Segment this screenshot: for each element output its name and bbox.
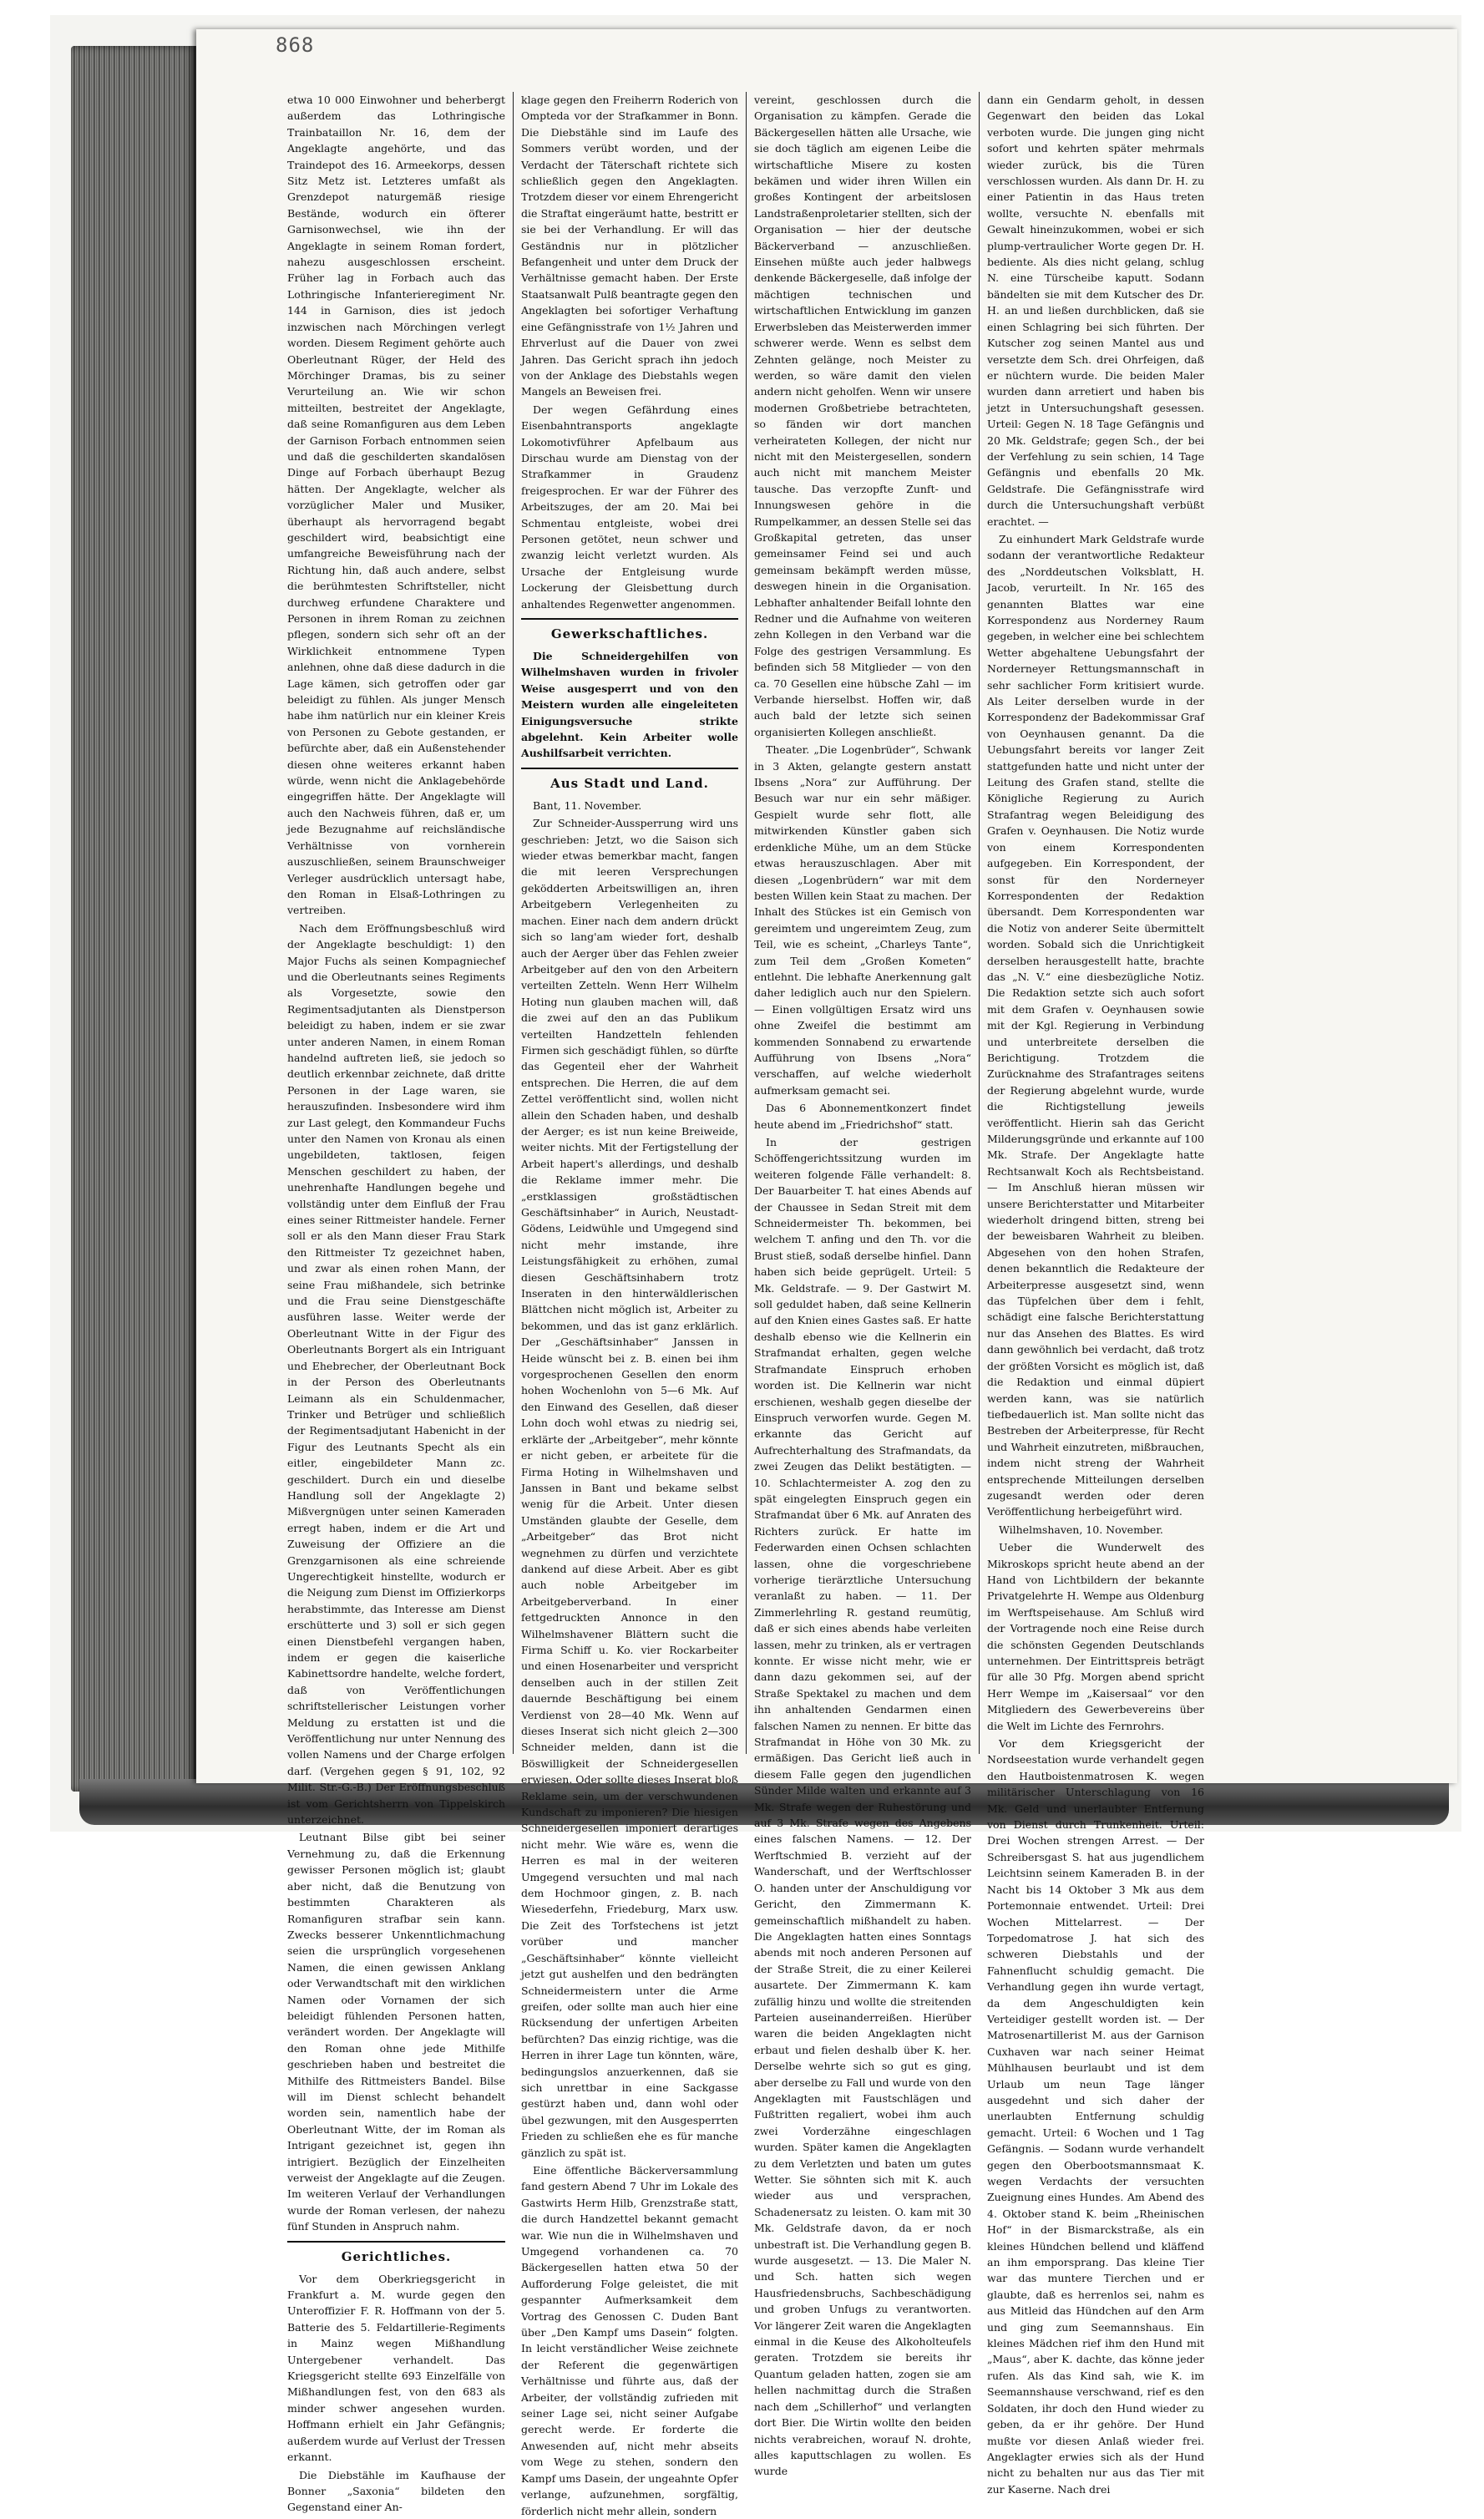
article-paragraph: Ueber die Wunderwelt des Mikroskops spricht heute abend an der Hand von Lichtbildern der bekannte Privatgelehrte H. Wempe aus Oldenburg im Werftspeisehause. Am Schluß wird der Vortragende noch eine Reise durch die schönsten Gegenden Deutschlands unternehmen. Der Eintrittspreis beträgt für alle 30 Pfg. Morgen abend spricht Herr Wempe im „Kaisersaal“ vor den Mitgliedern des Gewerbevereins über die Welt im Lichte des Fernrohrs. [987,1541,1204,1732]
section-divider [521,618,738,620]
dateline: Bant, 11. November. [533,798,642,812]
book-page-edges [71,46,196,1792]
article-paragraph: Zu einhundert Mark Geldstrafe wurde sodann der verantwortliche Redakteur des „Norddeutschen Volksblatt, H. Jacob, verurteilt. In Nr. 165 des genannten Blattes war eine Korrespondenz aus Norderney Raum gegeben, in welcher eine bei schlechtem Wetter abgehaltene Uebungsfahrt der Norderneyer Rettungsmannschaft in sehr sachlicher Form kritisiert wurde. Als Leiter derselben wurde in der Korrespondenz der Badekommissar Graf von Oeynhausen genannt. Da die Uebungsfahrt bereits vor langer Zeit stattgefunden hatte und nicht unter der Leitung des Grafen stand, stellte die Königliche Regierung zu Aurich Strafantrag wegen Beleidigung des Grafen v. Oeynhausen. Die Notiz wurde von einem Korrespondenten aufgegeben. Ein Korrespondent, der sonst für den Norderneyer Korrespondenten der Redaktion übersandt. Dem Korrespondenten war die Notiz von anderer Seite übermittelt worden. Sobald sich die Unrichtigkeit derselben herausgestellt hatte, brachte das „N. V.“ eine diesbezügliche Notiz. Die Redaktion setzte sich auch sofort mit dem Grafen v. Oeynhausen sowie mit der Kgl. Regierung in Verbindung und unterbreitete derselben die Berichtigung. Trotzdem die Zurücknahme des Strafantrages seitens der Regierung abgelehnt wurde, wurde die Richtigstellung jeweils veröffentlicht. Hierin sah das Gericht Milderungsgründe und erkannte auf 100 Mk. Strafe. Der Angeklagte hatte Rechtsanwalt Koch als Rechtsbeistand. — Im Anschluß hieran müssen wir unsere Berichterstatter und Mitarbeiter wiederholt dringend bitten, streng bei der beweisbaren Wahrheit zu bleiben. Abgesehen von den hohen Strafen, denen bekanntlich die Redakteure der Arbeiterpresse ausgesetzt sind, wenn das Tüpfelchen über dem i fehlt, schädigt eine falsche Berichterstattung nur das Ansehen des Blattes. Es wird dann gewöhnlich bei verdacht, daß trotz der größten Vorsicht es möglich ist, daß die Redaktion und einmal düpiert werden kann, was sie natürlich tiefbedauerlich ist. Man sollte nicht das Bestreben der Arbeiterpresse, für Recht und Wahrheit einzutreten, mißbrauchen, indem nicht streng der Wahrheit entsprechende Mitteilungen derselben zugesandt werden oder deren Veröffentlichung herbeigeführt wird. [987,532,1204,1518]
article-paragraph: etwa 10 000 Einwohner und beherbergt außerdem das Lothringische Trainbataillon Nr. 16, dem der Angeklagte angehörte, und das Traindepot des 16. Armeekorps, dessen Sitz Metz ist. Letzteres umfaßt als Grenzdepot naturgemäß riesige Bestände, wodurch ein öfterer Garnisonwechsel, wie ihn der Angeklagte in seinem Roman fordert, nahezu ausgeschlossen erscheint. Früher lag in Forbach auch das Lothringische Infanterieregiment Nr. 144 in Garnison, dies ist jedoch inzwischen nach Mörchingen verlegt worden. Diesem Regiment gehörte auch Oberleutnant Rüger, der Held des Mörchinger Dramas, bis zu seiner Verurteilung an. Wie wir schon mitteilten, bestreitet der Angeklagte, daß seine Romanfiguren aus dem Leben der Garnison Forbach entnommen seien und daß die geschilderten skandalösen Dinge auf Forbach überhaupt Bezug hätten. Der Angeklagte, welcher als vorzüglicher Maler und Musiker, überhaupt als hervorragend begabt geschildert wird, beabsichtigt eine umfangreiche Beweisführung nach der Richtung hin, daß auch andere, selbst die berühmtesten Schriftsteller, nicht durchweg erfundene Charaktere und Personen in ihrem Roman zu zeichnen pflegen, sondern sich sehr oft an der Wirklichkeit entnommene Typen anlehnen, ohne daß diese dadurch in die Lage kämen, sich getroffen oder gar beleidigt zu fühlen. Als junger Mensch habe ihm natürlich nur ein kleiner Kreis von Personen zu Gebote gestanden, er befürchte aber, daß ein Außenstehender diesen ohne weiteres erkannt haben würde, wenn nicht die Anklagebehörde eingegriffen hätte. Der Angeklagte will auch den Nachweis führen, daß er, um jede Bezugnahme auf reichsländische Verhältnisse von vornherein auszuschließen, seinem Braunschweiger Verleger ausdrücklich untersagt habe, den Roman in Elsaß-Lothringen zu vertreiben. [287,94,505,917]
article-paragraph: vereint, geschlossen durch die Organisation zu kämpfen. Gerade die Bäckergesellen hätten alle Ursache, wie sie doch täglich am eigenen Leibe die wirtschaftliche Misere zu kosten bekämen und wider ihren Willen ein großes Kontingent der arbeitslosen Landstraßenproletarier stellten, sich der Organisation — hier der deutsche Bäckerverband — anzuschließen. Einsehen müßte auch jeder halbwegs denkende Bäckergeselle, daß infolge der mächtigen technischen und wirtschaftlichen Entwicklung im ganzen Erwerbsleben das Meisterwerden immer schwerer werde. Wenn es selbst dem Zehnten gelänge, noch Meister zu werden, so wäre damit den vielen andern nicht geholfen. Wenn wir unsere modernen Großbetriebe betrachteten, so fänden wir dort manchen verheirateten Kollegen, der nicht nur nicht mit den Meistergesellen, sondern auch nicht mit manchem Meister tausche. Das verzopfte Zunft- und Innungswesen gehöre in die Rumpelkammer, an dessen Stelle sei das Großkapital getreten, das unser gemeinsamer Feind sei und auch gemeinsam bekämpft werden müsse, deswegen hinein in die Organisation. Lebhafter anhaltender Beifall lohnte den Redner und die Aufnahme von weiteren zehn Kollegen in den Verband war die Folge des gestrigen Versammlung. Es befinden sich 58 Mitglieder — von den ca. 70 Gesellen eine hübsche Zahl — im Verbande hierselbst. Hoffen wir, daß auch bald der letzte sich seinen organisierten Kollegen anschließt. [754,94,971,738]
article-paragraph: klage gegen den Freiherrn Roderich von Ompteda vor der Strafkammer in Bonn. Die Diebstähle sind im Laufe des Sommers verübt worden, und der Verdacht der Täterschaft richtete sich schließlich gegen den Angeklagten. Trotzdem dieser vor einem Ehrengericht die Straftat eingeräumt hatte, bestritt er sie bei der Verhandlung. Er will das Geständnis nur in plötzlicher Befangenheit und unter dem Druck der Verhältnisse gemacht haben. Der Erste Staatsanwalt Pulß beantragte gegen den Angeklagten bei sofortiger Verhaftung eine Gefängnisstrafe von 1½ Jahren und Ehrverlust auf die Dauer von zwei Jahren. Das Gericht sprach ihn jedoch von der Anklage des Diebstahls wegen Mangels an Beweisen frei. [521,94,738,398]
dateline: Wilhelmshaven, 10. November. [999,1523,1163,1536]
section-divider [521,768,738,769]
article-paragraph: Eine öffentliche Bäckerversammlung fand gestern Abend 7 Uhr im Lokale des Gastwirts Herm Hilb, Grenzstraße statt, die durch Handzettel bekannt gemacht war. Wie nun die in Wilhelmshaven und Umgegend vorhandenen ca. 70 Bäckergesellen hatten etwa 50 der Aufforderung Folge geleistet, die mit gespannter Aufmerksamkeit dem Vortrag des Genossen C. Duden Bant über „Den Kampf ums Dasein“ folgten. In leicht verständlicher Weise zeichnete der Referent die gegenwärtigen Verhältnisse und führte aus, daß der Arbeiter, der vollständig zufrieden mit seiner Lage sei, nicht seiner Aufgabe gerecht werde. Er forderte die Anwesenden auf, nicht mehr abseits vom Wege zu stehen, sondern den Kampf ums Dasein, der ungeahnte Opfer verlange, aufzunehmen, sorgfältig, förderlich nicht mehr allein, sondern [521,2163,738,2517]
article-paragraph: Leutnant Bilse gibt bei seiner Vernehmung zu, daß die Erkennung gewisser Personen möglich ist; glaubt aber nicht, daß die Benutzung von bestimmten Charakteren als Romanfiguren strafbar sein kann. Zwecks besserer Unkenntlichmachung seien die ursprünglich vorgesehenen Namen, die einen gewissen Anklang oder Verwandtschaft mit den wirklichen Namen oder Vornamen der sich beleidigt fühlenden Personen hatten, verändert worden. Der Angeklagte will den Roman ohne jede Mithilfe geschrieben haben und bestreitet die Mithilfe des Rittmeisters Bandel. Bilse will im Dienst schlecht behandelt worden sein, namentlich habe der Oberleutnant Witte, der im Roman als Intrigant gezeichnet ist, gegen ihn intrigiert. Bezüglich der Einzelheiten verweist der Angeklagte auf die Zeugen. Im weiteren Verlauf der Verhandlungen wurde der Roman verlesen, der nahezu fünf Stunden in Anspruch nahm. [287,1831,505,2233]
page-number: 868 [276,33,315,57]
newspaper-columns [280,92,1445,2517]
article-paragraph: Vor dem Oberkriegsgericht in Frankfurt a. M. wurde gegen den Unteroffizier F. R. Hoffmann von der 5. Batterie des 5. Feldartillerie-Regiments in Mainz wegen Mißhandlung Untergebener verhandelt. Das Kriegsgericht stellte 693 Einzelfälle von Mißhandlungen fest, von den 683 als minder schwer angesehen wurden. Hoffmann erhielt ein Jahr Gefängnis; außerdem wurde auf Verlust der Tressen erkannt. [287,2272,505,2464]
article-paragraph: Vor dem Kriegsgericht der Nordseestation wurde verhandelt gegen den Hautboistenmatrosen K. wegen militärischer Unterschlagung von 16 Mk. Geld und unerlaubter Entfernung von Dienst durch Trunkenheit. Urteil: Drei Wochen strengen Arrest. — Der Schreibersgast S. hat aus jugendlichem Leichtsinn seinem Kameraden B. in der Nacht bis 14 Oktober 3 Mk aus dem Portemonnaie entwendet. Urteil: Drei Wochen Mittelarrest. — Der Torpedomatrose J. hat sich des schweren Diebstahls und der Fahnenflucht schuldig gemacht. Die Verhandlung gegen ihn wurde vertagt, da dem Angeschuldigten kein Verteidiger gestellt worden ist. — Der Matrosenartillerist M. aus der Garnison Cuxhaven war nach seiner Heimat Mühlhausen beurlaubt und ist dem Urlaub um neun Tage länger ausgedehnt und sich daher der unerlaubten Entfernung schuldig gemacht. Urteil: 6 Wochen und 1 Tag Gefängnis. — Sodann wurde verhandelt gegen den Oberbootsmannsmaat K. wegen Verdachts der versuchten Zueignung eines Hundes. Am Abend des 4. Oktober stand K. beim „Rheinischen Hof“ in der Bismarckstraße, als ein kleines Hündchen bellend und kläffend an ihm emporsprang. Das kleine Tier war das muntere Tierchen und er glaubte, daß es herrenlos sei, nahm es aus Mitleid das Hündchen auf den Arm und ging zum Seemannshaus. Ein kleines Mädchen rief ihm den Hund mit „Maus“, aber K. dachte, das könne jeder rufen. Als das Kind sah, wie K. im Seemannshause verschwand, rief es den Soldaten, ihr doch den Hund wieder zu geben, da er ihr gehöre. Der Hund mußte vor diesen Anlaß wieder frei. Angeklagter erwies sich als der Hund nicht zu behalten nur aus das Tier mit zur Kaserne. Nach drei [987,1737,1204,2496]
section-heading: Aus Stadt und Land. [550,775,709,791]
article-paragraph: Der wegen Gefährdung eines Eisenbahntransports angeklagte Lokomotivführer Apfelbaum aus Dirschau wurde am Dienstag von der Strafkammer in Graudenz freigesprochen. Er war der Führer des Arbeitszuges, der am 20. Mai bei Schmentau entgleiste, wobei drei Personen getötet, neun schwer und zwanzig leicht verletzt wurden. Als Ursache der Entgleisung wurde Lockerung der Gleisbettung durch anhaltendes Regenwetter angenommen. [521,403,738,611]
column-2 [513,92,746,2517]
article-paragraph: In der gestrigen Schöffengerichtssitzung wurden im weiteren folgende Fälle verhandelt: 8. Der Bauarbeiter T. hat eines Abends auf der Chaussee in Sedan Streit mit dem Schneidermeister Th. bekommen, bei welchem T. anfing und den Th. vor die Brust stieß, sodaß derselbe hinfiel. Dann haben sich beide geprügelt. Urteil: 5 Mk. Geldstrafe. — 9. Der Gastwirt M. soll geduldet haben, daß seine Kellnerin auf den Knien eines Gastes saß. Er hatte deshalb ebenso wie die Kellnerin ein Strafmandat erhalten, gegen welche Strafmandate Einspruch erhoben worden ist. Die Kellnerin war nicht erschienen, weshalb gegen dieselbe der Einspruch verworfen wurde. Gegen M. erkannte das Gericht auf Aufrechterhaltung des Strafmandats, da zwei Zeugen das Delikt bestätigten. — 10. Schlachtermeister A. zog den zu spät eingelegten Einspruch gegen ein Strafmandat über 6 Mk. auf Anraten des Richters zurück. Er hatte im Federwarden einen Ochsen schlachten lassen, ohne die vorgeschriebene vorherige tierärztliche Untersuchung veranlaßt zu haben. — 11. Der Zimmerlehrling R. gestand reumütig, daß er sich eines abends habe verleiten lassen, mehr zu trinken, als er vertragen konnte. Er wisse nicht mehr, wie er dann dazu gekommen sei, auf der Straße Spektakel zu machen und dem ihn anhaltenden Gendarmen einen falschen Namen zu nennen. Er bitte das Strafmandat in Höhe von 30 Mk. zu ermäßigen. Das Gericht ließ auch in diesem Falle gegen den jugendlichen Sünder Milde walten und erkannte auf 3 Mk. Strafe wegen der Ruhestörung und auf 3 Mk. Strafe wegen des Angebens eines falschen Namens. — 12. Der Werftschmied B. verzieht auf der Wanderschaft, und der Werftschlosser O. handen unter der Anschuldigung vor Gericht, den Zimmermann K. gemeinschaftlich mißhandelt zu haben. Die Angeklagten hatten eines Sonntags abends mit noch anderen Personen auf der Straße Streit, die zu einer Keilerei ausartete. Der Zimmermann K. kam zufällig hinzu und wollte die streitenden Parteien auseinanderreißen. Hierüber waren die beiden Angeklagten nicht erbaut und fielen deshalb über K. her. Derselbe wehrte sich so gut es ging, aber derselbe zu Fall und wurde von den Angeklagten mit Faustschlägen und Fußtritten regaliert, wobei ihm auch zwei Vorderzähne eingeschlagen wurden. Später kamen die Angeklagten zu dem Verletzten und baten um gutes Wetter. Sie söhnten sich mit K. auch wieder aus und versprachen, Schadenersatz zu leisten. O. kam mit 30 Mk. Geldstrafe davon, da er noch unbestraft ist. Die Verhandlung gegen B. wurde ausgesetzt. — 13. Die Maler N. und Sch. hatten sich wegen Hausfriedensbruchs, Sachbeschädigung und groben Unfugs zu verantworten. Vor längerer Zeit waren die Angeklagten einmal in die Keuse des Alkoholteufels geraten. Trotzdem sie bereits ihr Quantum geladen hatten, zogen sie am hellen nachmittag durch die Straßen nach dem „Schillerhof“ und verlangten dort Bier. Die Wirtin wollte den beiden nichts verabreichen, worauf N. drohte, alles kaputtschlagen zu wollen. Es wurde [754,1136,971,2478]
column-1 [280,92,513,2514]
article-paragraph: dann ein Gendarm geholt, in dessen Gegenwart den beiden das Lokal verboten wurde. Die jungen ging nicht sofort und kehrten später mehrmals wieder zurück, bis die Türen verschlossen wurden. Als dann Dr. H. zu einer Patientin in das Haus treten wollte, versuchte N. ebenfalls mit Gewalt hineinzukommen, wobei er sich plump-vertraulicher Worte gegen Dr. H. bediente. Als dies nicht gelang, schlug N. eine Türscheibe kaputt. Sodann bändelten sie mit dem Kutscher des Dr. H. an und ließen durchblicken, daß sie einen Schlagring bei sich führten. Der Kutscher zog seinen Mantel aus und versetzte dem Sch. drei Ohrfeigen, daß er nüchtern wurde. Die beiden Maler wurden dann arretiert und haben bis jetzt in Untersuchungshaft gesessen. Urteil: Gegen N. 18 Tage Gefängnis und 20 Mk. Geldstrafe; gegen Sch., der bei der Verfehlung zu sein schien, 14 Tage Gefängnis und ebenfalls 20 Mk. Geldstrafe. Die Gefängnisstrafe wird durch die Untersuchungshaft verbüßt erachtet. — [987,94,1204,528]
article-paragraph: Theater. „Die Logenbrüder“, Schwank in 3 Akten, gelangte gestern anstatt Ibsens „Nora“ zur Aufführung. Der Besuch war nur ein sehr mäßiger. Gespielt wurde sehr flott, alle mitwirkenden Künstler gaben sich erdenkliche Mühe, um an dem Stücke etwas herauszuschlagen. Aber mit diesen „Logenbrüdern“ war mit dem besten Willen kein Staat zu machen. Der Inhalt des Stückes ist ein Gemisch von gereimtem und ungereimtem Zeug, zum Teil, wie es scheint, „Charleys Tante“, zum Teil dem „Großen Kometen“ entlehnt. Die lebhafte Anerkennung galt daher lediglich auch nur den Spielern. — Einen vollgültigen Ersatz wird uns ohne Zweifel die bestimmt am kommenden Sonnabend zu erwartende Aufführung von Ibsens „Nora“ verschaffen, auf welche wiederholt aufmerksam gemacht sei. [754,743,971,1097]
article-paragraph: Das 6 Abonnementkonzert findet heute abend im „Friedrichshof“ statt. [754,1102,971,1131]
section-heading: Gewerkschaftliches. [550,626,709,641]
article-paragraph: Nach dem Eröffnungsbeschluß wird der Angeklagte beschuldigt: 1) den Major Fuchs als seinen Kompagniechef und die Oberleutnants seines Regiments als Vorgesetzte, sowie den Regimentsadjutanten als Dienstperson beleidigt zu haben, indem er sie zwar unter anderen Namen, in einem Roman handelnd auftreten ließ, sie jedoch so deutlich erkennbar zeichnete, daß dritte Personen in der Lage waren, sie herauszufinden. Insbesondere wird ihm zur Last gelegt, den Kommandeur Fuchs unter den Namen von Kronau als einen ungebildeten, taktlosen, feigen Menschen geschildert zu haben, der unehrenhafte Handlungen begehe und vollständig unter dem Einfluß der Frau eines seiner Rittmeister handele. Ferner soll er als den Mann dieser Frau Stark den Rittmeister Tz gezeichnet haben, und zwar als einen rohen Mann, der seine Frau mißhandele, sich betrinke und die Frau seine Dienstgeschäfte ausführen lasse. Weiter werde der Oberleutnant Witte in der Figur des Oberleutnants Borgert als ein Intriguant und Ehebrecher, der Oberleutnant Bock in der Person des Oberleutnants Leimann als ein Schuldenmacher, Trinker und Betrüger und schließlich der Regimentsadjutant Habenicht in der Figur des Leutnants Specht als ein eitler, eingebildeter Mann zc. geschildert. Durch ein und dieselbe Handlung soll der Angeklagte 2) Mißvergnügen unter seinen Kameraden erregt haben, indem er die Art und Zuweisung der Offiziere an die Grenzgarnisonen als eine schreiende Ungerechtigkeit hinstellte, wodurch er die Neigung zum Dienst im Offizierkorps herabstimmte, das Interesse am Dienst erschütterte und 3) soll er sich gegen einen Dienstbefehl vergangen haben, indem er gegen die kaiserliche Kabinettsordre handelte, welche fordert, daß von Veröffentlichungen schriftstellerischer Leistungen vorher Meldung zu erstatten ist und die Veröffentlichung nur unter Nennung des vollen Namens und der Charge erfolgen darf. (Vergehen gegen § 91, 102, 92 Milit. Str.-G.-B.) Der Eröffnungsbeschluß ist vom Gerichtsherrn von Tippelskirch unterzeichnet. [287,921,505,1827]
column-4 [979,92,1212,2496]
section-divider [287,2241,505,2243]
section-heading: Gerichtliches. [341,2248,452,2264]
lead-paragraph: Die Schneidergehilfen von Wilhelmshaven wurden in frivoler Weise ausgesperrt und von den Meistern wurden alle eingeleiteten Einigungsversuche strikte abgelehnt. Kein Arbeiter wolle Aushilfsarbeit verrichten. [521,650,738,760]
column-3 [746,92,979,2478]
article-paragraph: Die Diebstähle im Kaufhause der Bonner „Saxonia“ bildeten den Gegenstand einer An- [287,2468,505,2514]
article-paragraph: Zur Schneider-Aussperrung wird uns geschrieben: Jetzt, wo die Saison sich wieder etwas bemerkbar macht, fangen die mit leeren Versprechungen geködderten Arbeitswilligen an, ihren Arbeitgebern Verlegenheiten zu machen. Einer nach dem andern drückt sich so lang'am wieder fort, deshalb auch der Aerger über das Fehlen zweier Arbeitgeber auf den von den Arbeitern verteilten Zetteln. Wenn Herr Wilhelm Hoting nun glauben machen will, daß die zwei auf den an das Publikum verteilten Handzetteln fehlenden Firmen sich geschädigt fühlen, so dürfte das Gegenteil eher der Wahrheit entsprechen. Die Herren, die auf dem Zettel veröffentlicht sind, wollen nicht allein den Schaden haben, und deshalb der Aerger; es ist nun keine Breiweide, weiter nichts. Mit der Fertigstellung der Arbeit hapert's allerdings, und deshalb die Reklame immer mehr. Die „erstklassigen großstädtischen Geschäftsinhaber“ in Aurich, Neustadt-Gödens, Leidwühle und Umgegend sind nicht mehr imstande, ihre Leistungsfähigkeit zu erhöhen, zumal diesen Geschäftsinhabern trotz Inseraten in den hinterwäldlerischen Blättchen nicht möglich ist, Arbeiter zu bekommen, und das ist ganz erklärlich. Der „Geschäftsinhaber“ Janssen in Heide wünscht bei z. B. einen bei ihm vorgesprochenen Gesellen den enorm hohen Wochenlohn von 5—6 Mk. Auf den Einwand des Gesellen, daß dieser Lohn doch wohl etwas zu niedrig sei, erklärte der „Arbeitgeber“, mehr könnte er nicht geben, er arbeitete für die Firma Hoting in Wilhelmshaven und Janssen in Bant und bekame selbst wenig für die Arbeit. Unter diesen Umständen glaubte der Geselle, dem „Arbeitgeber“ das Brot nicht wegnehmen zu dürfen und verzichtete dankend auf diese Arbeit. Aber es gibt auch noble Arbeitgeber im Arbeitgeberverband. In einer fettgedruckten Annonce in den Wilhelmshavener Blättern sucht die Firma Schiff u. Ko. vier Rockarbeiter und einen Hosenarbeiter und verspricht denselben auch in der stillen Zeit dauernde Beschäftigung bei einem Verdienst von 28—40 Mk. Wenn auf dieses Inserat sich nicht gleich 2—300 Schneider melden, dann ist die Böswilligkeit der Schneidergesellen erwiesen. Oder sollte dieses Inserat bloß Reklame sein, um der verschwundenen Kundschaft zu imponieren? Die hiesigen Schneidergesellen imponiert derartiges nicht mehr. Wie wäre es, wenn die Herren es mal in der weiteren Umgegend versuchten und mal nach dem Hochmoor gingen, z. B. nach Wiesederfehn, Friedeburg, Marx usw. Die Zeit des Torfstechens ist jetzt vorüber und mancher „Geschäftsinhaber“ könnte vielleicht jetzt gut aushelfen und den bedrängten Schneidermeistern unter die Arme greifen, oder sollte man auch hier eine Rücksendung der unfertigen Arbeiten befürchten? Das einzig richtige, was die Herren in ihrer Lage tun könnten, wäre, bedingungslos anzuerkennen, daß sie sich unrettbar in eine Sackgasse gestürzt haben und, dann wohl oder übel gezwungen, mit den Ausgesperrten Frieden zu schließen ehe es für manche gänzlich zu spät ist. [521,817,738,2159]
